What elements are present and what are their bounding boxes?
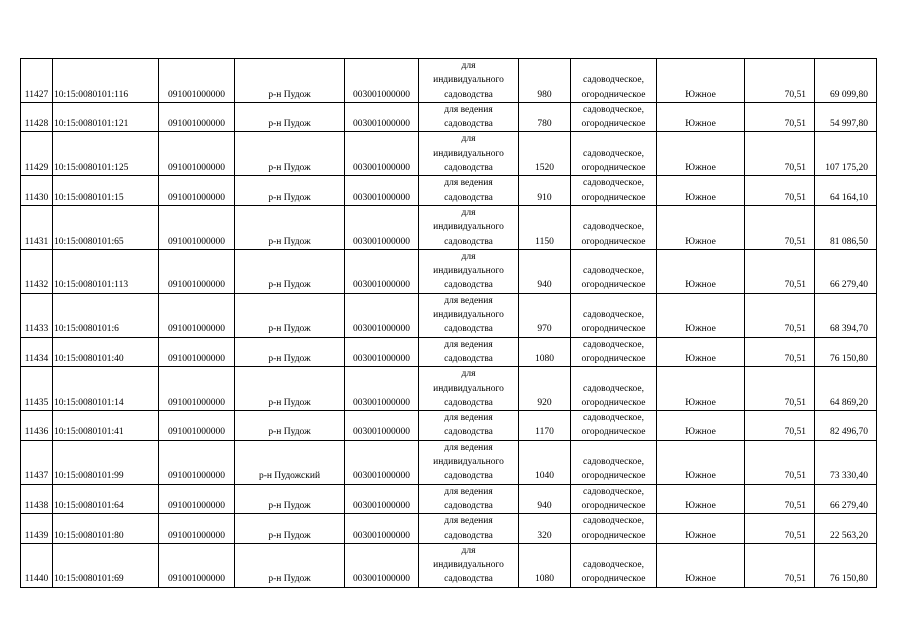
table-row bbox=[21, 249, 877, 293]
land-purpose-line: для ведения bbox=[444, 104, 493, 115]
cadastral-number: 10:15:0080101:41 bbox=[53, 411, 159, 441]
table-row bbox=[21, 367, 877, 411]
land-purpose-line: для bbox=[461, 369, 476, 380]
code-secondary: 003001000000 bbox=[345, 367, 419, 411]
row-number: 11439 bbox=[21, 514, 53, 544]
district: р-н Пудож bbox=[235, 337, 345, 367]
row-number: 11434 bbox=[21, 337, 53, 367]
table-row bbox=[21, 59, 877, 103]
land-purpose-line: садоводства bbox=[444, 353, 493, 364]
district: р-н Пудож bbox=[235, 293, 345, 337]
land-purpose-line: для ведения bbox=[444, 486, 493, 497]
rate: 70,51 bbox=[745, 59, 815, 103]
land-category bbox=[571, 411, 657, 441]
land-category-line: садоводческое, bbox=[583, 266, 644, 277]
code-primary: 091001000000 bbox=[159, 337, 235, 367]
land-category-line: огородническое bbox=[581, 530, 646, 541]
land-category-line: садоводческое, bbox=[583, 148, 644, 159]
land-purpose bbox=[419, 205, 519, 249]
row-number: 11435 bbox=[21, 367, 53, 411]
land-category-line: садоводческое, bbox=[583, 222, 644, 233]
land-purpose-line: для bbox=[461, 251, 476, 262]
cadastral-value: 66 279,40 bbox=[815, 484, 877, 514]
land-area: 1520 bbox=[519, 132, 571, 176]
district: р-н Пудож bbox=[235, 249, 345, 293]
land-purpose-line: для bbox=[461, 134, 476, 145]
table-row bbox=[21, 484, 877, 514]
land-purpose-line: для ведения bbox=[444, 178, 493, 189]
land-category bbox=[571, 249, 657, 293]
code-primary: 091001000000 bbox=[159, 176, 235, 206]
cadastral-value: 73 330,40 bbox=[815, 440, 877, 484]
row-number: 11432 bbox=[21, 249, 53, 293]
zone: Южное bbox=[657, 102, 745, 132]
cadastral-value: 22 563,20 bbox=[815, 514, 877, 544]
land-category-line: огородническое bbox=[581, 119, 646, 130]
land-category-line: садоводческое, bbox=[583, 339, 644, 350]
code-primary: 091001000000 bbox=[159, 293, 235, 337]
code-primary: 091001000000 bbox=[159, 514, 235, 544]
land-purpose-line: индивидуального bbox=[433, 560, 504, 571]
table-row bbox=[21, 411, 877, 441]
district: р-н Пудож bbox=[235, 205, 345, 249]
land-purpose bbox=[419, 176, 519, 206]
district: р-н Пудож bbox=[235, 176, 345, 206]
code-primary: 091001000000 bbox=[159, 484, 235, 514]
zone: Южное bbox=[657, 293, 745, 337]
land-purpose-line: индивидуального bbox=[433, 457, 504, 468]
land-category-line: садоводческое, bbox=[583, 75, 644, 86]
district: р-н Пудож bbox=[235, 543, 345, 587]
district: р-н Пудож bbox=[235, 367, 345, 411]
row-number: 11431 bbox=[21, 205, 53, 249]
code-secondary: 003001000000 bbox=[345, 59, 419, 103]
land-category-line: садоводческое, bbox=[583, 178, 644, 189]
cadastral-number: 10:15:0080101:113 bbox=[53, 249, 159, 293]
land-purpose bbox=[419, 411, 519, 441]
district: р-н Пудожский bbox=[235, 440, 345, 484]
land-category bbox=[571, 176, 657, 206]
row-number: 11430 bbox=[21, 176, 53, 206]
land-purpose-line: для bbox=[461, 61, 476, 71]
cadastral-value: 64 164,10 bbox=[815, 176, 877, 206]
land-area: 940 bbox=[519, 484, 571, 514]
zone: Южное bbox=[657, 337, 745, 367]
table-row bbox=[21, 176, 877, 206]
land-purpose-line: индивидуального bbox=[433, 75, 504, 86]
rate: 70,51 bbox=[745, 205, 815, 249]
land-purpose bbox=[419, 59, 519, 103]
cadastral-value: 69 099,80 bbox=[815, 59, 877, 103]
cadastral-number: 10:15:0080101:64 bbox=[53, 484, 159, 514]
zone: Южное bbox=[657, 205, 745, 249]
code-secondary: 003001000000 bbox=[345, 293, 419, 337]
code-secondary: 003001000000 bbox=[345, 411, 419, 441]
cadastral-value: 82 496,70 bbox=[815, 411, 877, 441]
cadastral-number: 10:15:0080101:125 bbox=[53, 132, 159, 176]
cadastral-number: 10:15:0080101:40 bbox=[53, 337, 159, 367]
cadastral-number: 10:15:0080101:116 bbox=[53, 59, 159, 103]
land-purpose-line: садоводства bbox=[444, 574, 493, 585]
rate: 70,51 bbox=[745, 102, 815, 132]
zone: Южное bbox=[657, 440, 745, 484]
zone: Южное bbox=[657, 176, 745, 206]
zone: Южное bbox=[657, 249, 745, 293]
land-category bbox=[571, 59, 657, 103]
code-secondary: 003001000000 bbox=[345, 176, 419, 206]
land-category-line: огородническое bbox=[581, 89, 646, 100]
land-purpose-line: для ведения bbox=[444, 339, 493, 350]
rate: 70,51 bbox=[745, 367, 815, 411]
code-primary: 091001000000 bbox=[159, 249, 235, 293]
code-secondary: 003001000000 bbox=[345, 514, 419, 544]
land-area: 780 bbox=[519, 102, 571, 132]
row-number: 11440 bbox=[21, 543, 53, 587]
land-purpose-line: для ведения bbox=[444, 516, 493, 527]
code-secondary: 003001000000 bbox=[345, 205, 419, 249]
land-category-line: огородническое bbox=[581, 324, 646, 335]
rate: 70,51 bbox=[745, 249, 815, 293]
land-purpose-line: садоводства bbox=[444, 192, 493, 203]
code-primary: 091001000000 bbox=[159, 440, 235, 484]
table-row bbox=[21, 440, 877, 484]
row-number: 11428 bbox=[21, 102, 53, 132]
land-category-line: огородническое bbox=[581, 471, 646, 482]
land-purpose-line: индивидуального bbox=[433, 222, 504, 233]
land-category-line: садоводческое, bbox=[583, 560, 644, 571]
land-purpose-line: садоводства bbox=[444, 471, 493, 482]
zone: Южное bbox=[657, 543, 745, 587]
cadastral-value: 76 150,80 bbox=[815, 543, 877, 587]
cadastral-number: 10:15:0080101:14 bbox=[53, 367, 159, 411]
land-category bbox=[571, 337, 657, 367]
land-purpose-line: индивидуального bbox=[433, 148, 504, 159]
land-purpose-line: садоводства bbox=[444, 324, 493, 335]
cadastral-number: 10:15:0080101:15 bbox=[53, 176, 159, 206]
land-area: 1170 bbox=[519, 411, 571, 441]
land-category bbox=[571, 132, 657, 176]
land-purpose bbox=[419, 484, 519, 514]
land-category-line: огородническое bbox=[581, 500, 646, 511]
land-purpose-line: для bbox=[461, 545, 476, 556]
land-purpose-line: индивидуального bbox=[433, 266, 504, 277]
land-purpose-line: для ведения bbox=[444, 442, 493, 453]
land-category-line: огородническое bbox=[581, 163, 646, 174]
rate: 70,51 bbox=[745, 337, 815, 367]
land-purpose-line: индивидуального bbox=[433, 383, 504, 394]
cadastral-number: 10:15:0080101:121 bbox=[53, 102, 159, 132]
code-secondary: 003001000000 bbox=[345, 102, 419, 132]
land-category bbox=[571, 543, 657, 587]
rate: 70,51 bbox=[745, 543, 815, 587]
land-area: 920 bbox=[519, 367, 571, 411]
land-purpose-line: для bbox=[461, 207, 476, 218]
land-category-line: огородническое bbox=[581, 397, 646, 408]
cadastral-value: 76 150,80 bbox=[815, 337, 877, 367]
district: р-н Пудож bbox=[235, 514, 345, 544]
zone: Южное bbox=[657, 59, 745, 103]
land-category bbox=[571, 484, 657, 514]
land-category bbox=[571, 514, 657, 544]
cadastral-value: 68 394,70 bbox=[815, 293, 877, 337]
code-secondary: 003001000000 bbox=[345, 484, 419, 514]
code-secondary: 003001000000 bbox=[345, 337, 419, 367]
land-purpose-line: садоводства bbox=[444, 427, 493, 438]
land-purpose bbox=[419, 514, 519, 544]
land-area: 1080 bbox=[519, 543, 571, 587]
land-category-line: огородническое bbox=[581, 280, 646, 291]
code-secondary: 003001000000 bbox=[345, 132, 419, 176]
table-row bbox=[21, 543, 877, 587]
rate: 70,51 bbox=[745, 176, 815, 206]
land-purpose bbox=[419, 543, 519, 587]
code-primary: 091001000000 bbox=[159, 205, 235, 249]
cadastral-value: 54 997,80 bbox=[815, 102, 877, 132]
land-register-table bbox=[20, 58, 877, 588]
cadastral-number: 10:15:0080101:6 bbox=[53, 293, 159, 337]
district: р-н Пудож bbox=[235, 102, 345, 132]
code-secondary: 003001000000 bbox=[345, 440, 419, 484]
land-category-line: садоводческое, bbox=[583, 310, 644, 321]
land-area: 1150 bbox=[519, 205, 571, 249]
cadastral-value: 107 175,20 bbox=[815, 132, 877, 176]
land-purpose-line: садоводства bbox=[444, 236, 493, 247]
land-category bbox=[571, 367, 657, 411]
land-category bbox=[571, 205, 657, 249]
table-row bbox=[21, 205, 877, 249]
land-purpose-line: садоводства bbox=[444, 500, 493, 511]
land-area: 970 bbox=[519, 293, 571, 337]
row-number: 11437 bbox=[21, 440, 53, 484]
table-row bbox=[21, 514, 877, 544]
row-number: 11429 bbox=[21, 132, 53, 176]
cadastral-number: 10:15:0080101:65 bbox=[53, 205, 159, 249]
rate: 70,51 bbox=[745, 411, 815, 441]
land-category-line: огородническое bbox=[581, 236, 646, 247]
land-category-line: огородническое bbox=[581, 353, 646, 364]
cadastral-value: 66 279,40 bbox=[815, 249, 877, 293]
land-area: 980 bbox=[519, 59, 571, 103]
land-purpose-line: для ведения bbox=[444, 295, 493, 306]
land-purpose-line: садоводства bbox=[444, 119, 493, 130]
table-row bbox=[21, 132, 877, 176]
land-purpose-line: для ведения bbox=[444, 413, 493, 424]
land-area: 1080 bbox=[519, 337, 571, 367]
row-number: 11433 bbox=[21, 293, 53, 337]
district: р-н Пудож bbox=[235, 411, 345, 441]
district: р-н Пудож bbox=[235, 484, 345, 514]
land-purpose bbox=[419, 440, 519, 484]
land-purpose-line: индивидуального bbox=[433, 310, 504, 321]
cadastral-number: 10:15:0080101:80 bbox=[53, 514, 159, 544]
land-category-line: садоводческое, bbox=[583, 457, 644, 468]
district: р-н Пудож bbox=[235, 59, 345, 103]
cadastral-value: 64 869,20 bbox=[815, 367, 877, 411]
district: р-н Пудож bbox=[235, 132, 345, 176]
land-purpose bbox=[419, 337, 519, 367]
code-secondary: 003001000000 bbox=[345, 543, 419, 587]
zone: Южное bbox=[657, 484, 745, 514]
land-purpose bbox=[419, 367, 519, 411]
table-row bbox=[21, 102, 877, 132]
code-secondary: 003001000000 bbox=[345, 249, 419, 293]
code-primary: 091001000000 bbox=[159, 411, 235, 441]
table-row bbox=[21, 337, 877, 367]
land-purpose bbox=[419, 249, 519, 293]
zone: Южное bbox=[657, 514, 745, 544]
zone: Южное bbox=[657, 367, 745, 411]
land-purpose bbox=[419, 132, 519, 176]
code-primary: 091001000000 bbox=[159, 59, 235, 103]
rate: 70,51 bbox=[745, 293, 815, 337]
row-number: 11436 bbox=[21, 411, 53, 441]
code-primary: 091001000000 bbox=[159, 367, 235, 411]
land-purpose-line: садоводства bbox=[444, 397, 493, 408]
zone: Южное bbox=[657, 411, 745, 441]
land-category bbox=[571, 102, 657, 132]
code-primary: 091001000000 bbox=[159, 132, 235, 176]
code-primary: 091001000000 bbox=[159, 102, 235, 132]
land-purpose bbox=[419, 102, 519, 132]
land-area: 910 bbox=[519, 176, 571, 206]
rate: 70,51 bbox=[745, 440, 815, 484]
row-number: 11438 bbox=[21, 484, 53, 514]
cadastral-value: 81 086,50 bbox=[815, 205, 877, 249]
land-category-line: садоводческое, bbox=[583, 383, 644, 394]
land-area: 940 bbox=[519, 249, 571, 293]
table-body bbox=[21, 59, 877, 588]
code-primary: 091001000000 bbox=[159, 543, 235, 587]
land-purpose-line: садоводства bbox=[444, 89, 493, 100]
land-category-line: огородническое bbox=[581, 427, 646, 438]
rate: 70,51 bbox=[745, 484, 815, 514]
land-category bbox=[571, 440, 657, 484]
land-category bbox=[571, 293, 657, 337]
zone: Южное bbox=[657, 132, 745, 176]
land-purpose-line: садоводства bbox=[444, 163, 493, 174]
rate: 70,51 bbox=[745, 132, 815, 176]
cadastral-number: 10:15:0080101:69 bbox=[53, 543, 159, 587]
land-purpose-line: садоводства bbox=[444, 530, 493, 541]
land-category-line: садоводческое, bbox=[583, 104, 644, 115]
land-area: 320 bbox=[519, 514, 571, 544]
rate: 70,51 bbox=[745, 514, 815, 544]
cadastral-number: 10:15:0080101:99 bbox=[53, 440, 159, 484]
table-row bbox=[21, 293, 877, 337]
land-category-line: садоводческое, bbox=[583, 413, 644, 424]
land-category-line: огородническое bbox=[581, 192, 646, 203]
land-category-line: садоводческое, bbox=[583, 486, 644, 497]
row-number: 11427 bbox=[21, 59, 53, 103]
land-purpose bbox=[419, 293, 519, 337]
land-category-line: огородническое bbox=[581, 574, 646, 585]
land-category-line: садоводческое, bbox=[583, 516, 644, 527]
land-area: 1040 bbox=[519, 440, 571, 484]
land-purpose-line: садоводства bbox=[444, 280, 493, 291]
